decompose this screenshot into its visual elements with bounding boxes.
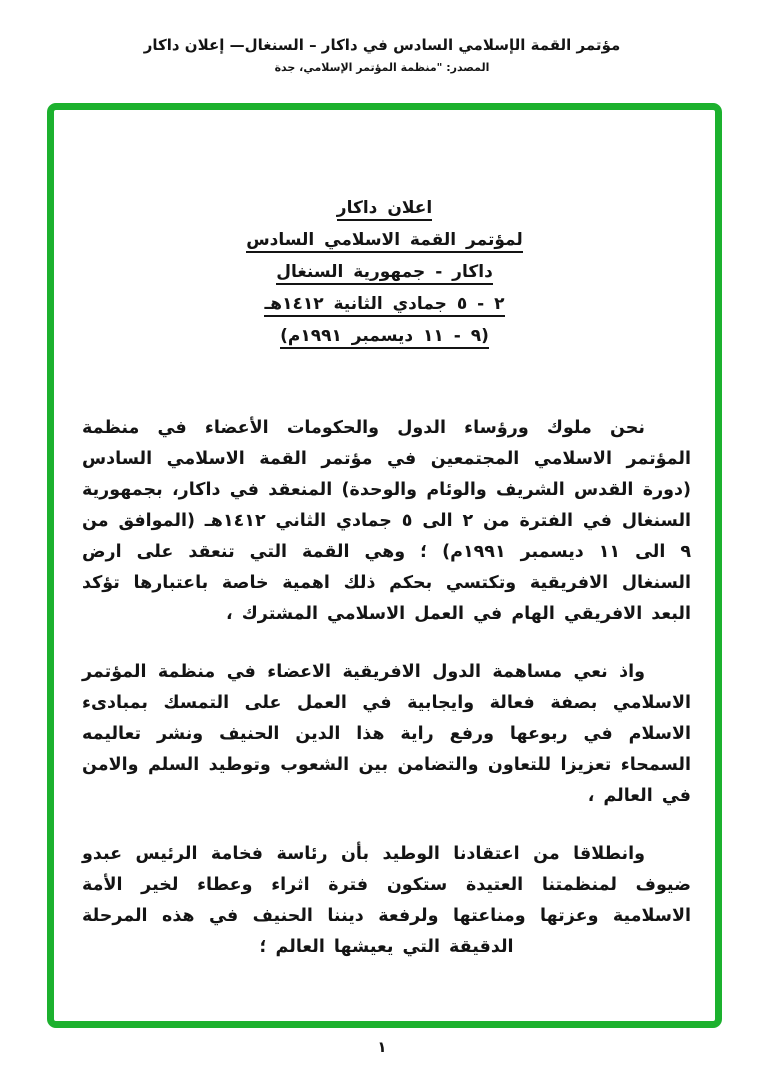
title-line-text: ٢ - ٥ جمادي الثانية ١٤١٢هـ bbox=[264, 294, 504, 317]
title-line-text: (٩ - ١١ ديسمبر ١٩٩١م) bbox=[280, 326, 489, 349]
title-line bbox=[54, 294, 715, 317]
header-source: المصدر: "منظمة المؤتمر الإسلامي، جدة bbox=[274, 61, 490, 74]
paragraph: واذ نعي مساهمة الدول الافريقية الاعضاء في منظمة المؤتمر الاسلامي بصفة فعالة وايجابية في العمل على التمسك بمبادىء الاسلام في ربوعها ورفع راية هذا الدين الحنيف ونشر تعاليمه السمحاء تعزيزا للتعاون والتضامن بين الشعوب وتوطيد السلم والامن في العالم ، bbox=[82, 662, 691, 806]
title-line bbox=[54, 198, 715, 221]
page-number: ١ bbox=[377, 1038, 387, 1056]
title-line-text: لمؤتمر القمة الاسلامي السادس bbox=[246, 230, 523, 253]
document-body bbox=[82, 413, 691, 963]
title-line bbox=[54, 326, 715, 349]
title-line bbox=[54, 262, 715, 285]
page-header bbox=[0, 36, 764, 74]
paragraph: نحن ملوك ورؤساء الدول والحكومات الأعضاء في منظمة المؤتمر الاسلامي المجتمعين في مؤتمر القمة الاسلامي السادس (دورة القدس الشريف والوئام والوحدة) المنعقد في داكار، بجمهورية السنغال في الفترة من ٢ الى ٥ جمادي الثاني ١٤١٢هـ (الموافق من ٩ الى ١١ ديسمبر ١٩٩١م) ؛ وهي القمة التي تنعقد على ارض السنغال الافريقية وتكتسي بحكم ذلك اهمية خاصة باعتبارها تؤكد البعد الافريقي الهام في العمل الاسلامي المشترك ، bbox=[82, 418, 692, 624]
document-border bbox=[47, 103, 722, 1028]
title-line-text: داكار - جمهورية السنغال bbox=[276, 262, 493, 285]
title-line bbox=[54, 230, 715, 253]
paragraph: وانطلاقا من اعتقادنا الوطيد بأن رئاسة فخامة الرئيس عبدو ضيوف لمنظمتنا العتيدة ستكون فترة اثراء وعطاء لخير الأمة الاسلامية وعزتها ومناعتها ولرفعة ديننا الحنيف في هذه المرحلة الدقيقة التي يعيشها العالم ؛ bbox=[82, 844, 691, 957]
title-line-text: اعلان داكار bbox=[337, 198, 432, 221]
declaration-title-block bbox=[54, 198, 715, 349]
header-title: مؤتمر القمة الإسلامي السادس في داكار – السنغال— إعلان داكار bbox=[143, 36, 621, 54]
